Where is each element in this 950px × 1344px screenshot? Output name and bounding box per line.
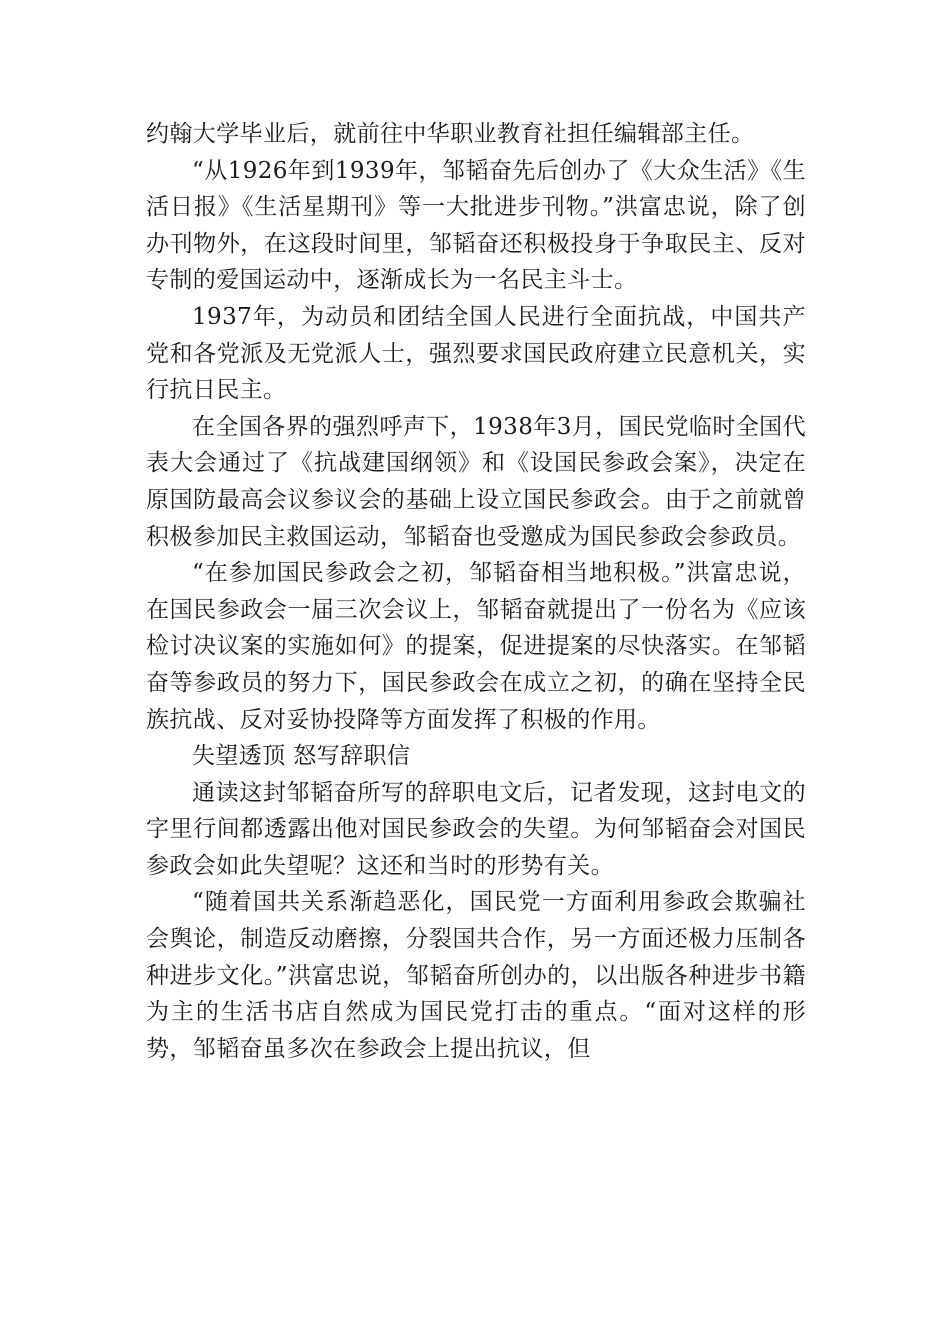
section-heading: 失望透顶 怒写辞职信 (192, 743, 411, 770)
paragraph: 在全国各界的强烈呼声下，1938年3月，国民党临时全国代表大会通过了《抗战建国纲领》和《设国民参政会案》，决定在原国防最高会议参议会的基础上设立国民参政会。由于之前就曾积极参加民主救国运动，邹韬奋也受邀成为国民参政会参政员。 (146, 413, 806, 550)
paragraph: “随着国共关系渐趋恶化，国民党一方面利用参政会欺骗社会舆论，制造反动磨擦，分裂国共合作，另一方面还极力压制各种进步文化。”洪富忠说，邹韬奋所创办的，以出版各种进步书籍为主的生活书店自然成为国民党打击的重点。“面对这样的形势，邹韬奋虽多次在参政会上提出抗议，但 (146, 889, 806, 1062)
paragraph-continued: 约翰大学毕业后，就前往中华职业教育社担任编辑部主任。 (146, 121, 755, 147)
paragraph: “在参加国民参政会之初，邹韬奋相当地积极。”洪富忠说，在国民参政会一届三次会议上，邹韬奋就提出了一份名为《应该检讨决议案的实施如何》的提案，促进提案的尽快落实。在邹韬奋等参政员的努力下，国民参政会在成立之初，的确在坚持全民族抗战、反对妥协投降等方面发挥了积极的作用。 (146, 560, 806, 733)
document-page (146, 116, 806, 1067)
paragraph: 1937年，为动员和团结全国人民进行全面抗战，中国共产党和各党派及无党派人士，强烈要求国民政府建立民意机关，实行抗日民主。 (146, 303, 806, 404)
paragraph: “从1926年到1939年，邹韬奋先后创办了《大众生活》《生活日报》《生活星期刊》等一大批进步刊物。”洪富忠说，除了创办刊物外，在这段时间里，邹韬奋还积极投身于争取民主、反对专制的爱国运动中，逐渐成长为一名民主斗士。 (146, 157, 806, 294)
paragraph: 通读这封邹韬奋所写的辞职电文后，记者发现，这封电文的字里行间都透露出他对国民参政会的失望。为何邹韬奋会对国民参政会如此失望呢？这还和当时的形势有关。 (146, 779, 806, 879)
